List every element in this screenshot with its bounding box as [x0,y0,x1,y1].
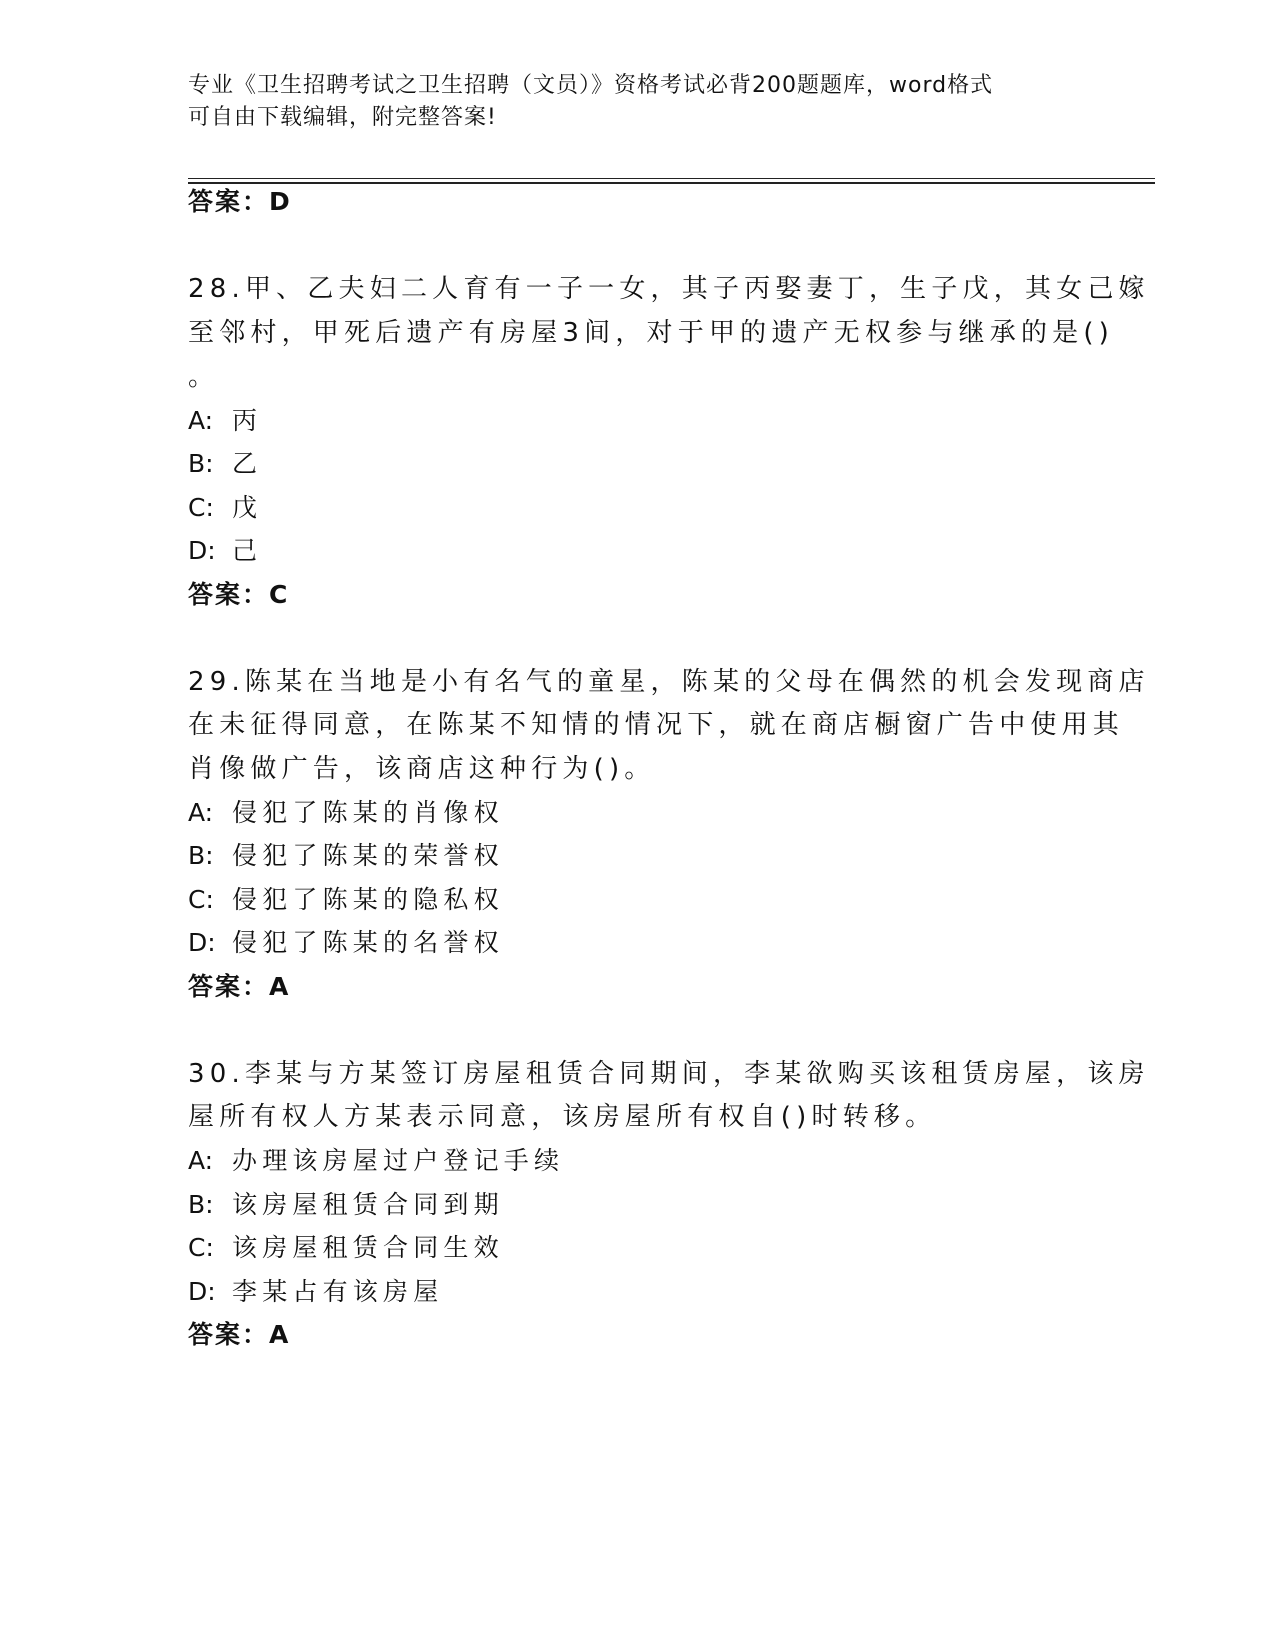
option-a [188,795,504,831]
option-key: A: [188,406,214,435]
question-text-line: 29.陈某在当地是小有名气的童星，陈某的父母在偶然的机会发现商店 [188,667,1150,697]
option-text: 己 [232,536,263,565]
header-text-line-2: 可自由下载编辑，附完整答案! [188,105,497,130]
option-key: A: [188,1146,214,1175]
option-b [188,446,262,482]
option-key: D: [188,928,216,957]
option-text: 该房屋租赁合同生效 [232,1233,504,1262]
option-text: 乙 [232,449,263,478]
previous-answer: 答案：D [188,187,292,216]
option-d [188,925,504,961]
option-c [188,882,504,918]
option-a [188,403,262,439]
option-text: 侵犯了陈某的隐私权 [232,885,504,914]
option-text: 丙 [232,406,263,435]
option-text: 戊 [232,493,263,522]
option-c [188,1230,504,1266]
option-key: C: [188,885,214,914]
option-key: B: [188,841,214,870]
option-text: 侵犯了陈某的名誉权 [232,928,504,957]
option-key: C: [188,1233,214,1262]
option-b [188,1187,504,1223]
option-key: D: [188,1277,216,1306]
question-text-line: 至邻村，甲死后遗产有房屋3间，对于甲的遗产无权参与继承的是() [188,318,1115,348]
option-text: 办理该房屋过户登记手续 [232,1146,565,1175]
option-b [188,838,504,874]
question-text-line: 在未征得同意，在陈某不知情的情况下，就在商店橱窗广告中使用其 [188,710,1125,740]
option-text: 侵犯了陈某的荣誉权 [232,841,504,870]
header-divider-thick [188,182,1155,184]
answer-label: 答案：A [188,1320,291,1349]
question-text-line: 30.李某与方某签订房屋租赁合同期间，李某欲购买该租赁房屋，该房 [188,1059,1150,1089]
option-key: A: [188,798,214,827]
header-divider-thin [188,178,1155,179]
question-text-line: 屋所有权人方某表示同意，该房屋所有权自()时转移。 [188,1102,937,1132]
option-d [188,1274,443,1310]
header-text-line-1: 专业《卫生招聘考试之卫生招聘（文员）》资格考试必背200题题库，word格式 [188,73,994,98]
option-key: D: [188,536,216,565]
question-text-line: 肖像做广告，该商店这种行为()。 [188,754,656,784]
option-c [188,490,262,526]
question-text-line: 28.甲、乙夫妇二人育有一子一女，其子丙娶妻丁，生子戊，其女己嫁 [188,274,1150,304]
option-key: B: [188,1190,214,1219]
answer-label: 答案：A [188,972,291,1001]
question-text-line: 。 [188,362,220,392]
option-key: C: [188,493,214,522]
option-text: 侵犯了陈某的肖像权 [232,798,504,827]
answer-label: 答案：C [188,580,290,609]
option-key: B: [188,449,214,478]
option-text: 李某占有该房屋 [232,1277,444,1306]
option-a [188,1143,564,1179]
option-d [188,533,262,569]
option-text: 该房屋租赁合同到期 [232,1190,504,1219]
